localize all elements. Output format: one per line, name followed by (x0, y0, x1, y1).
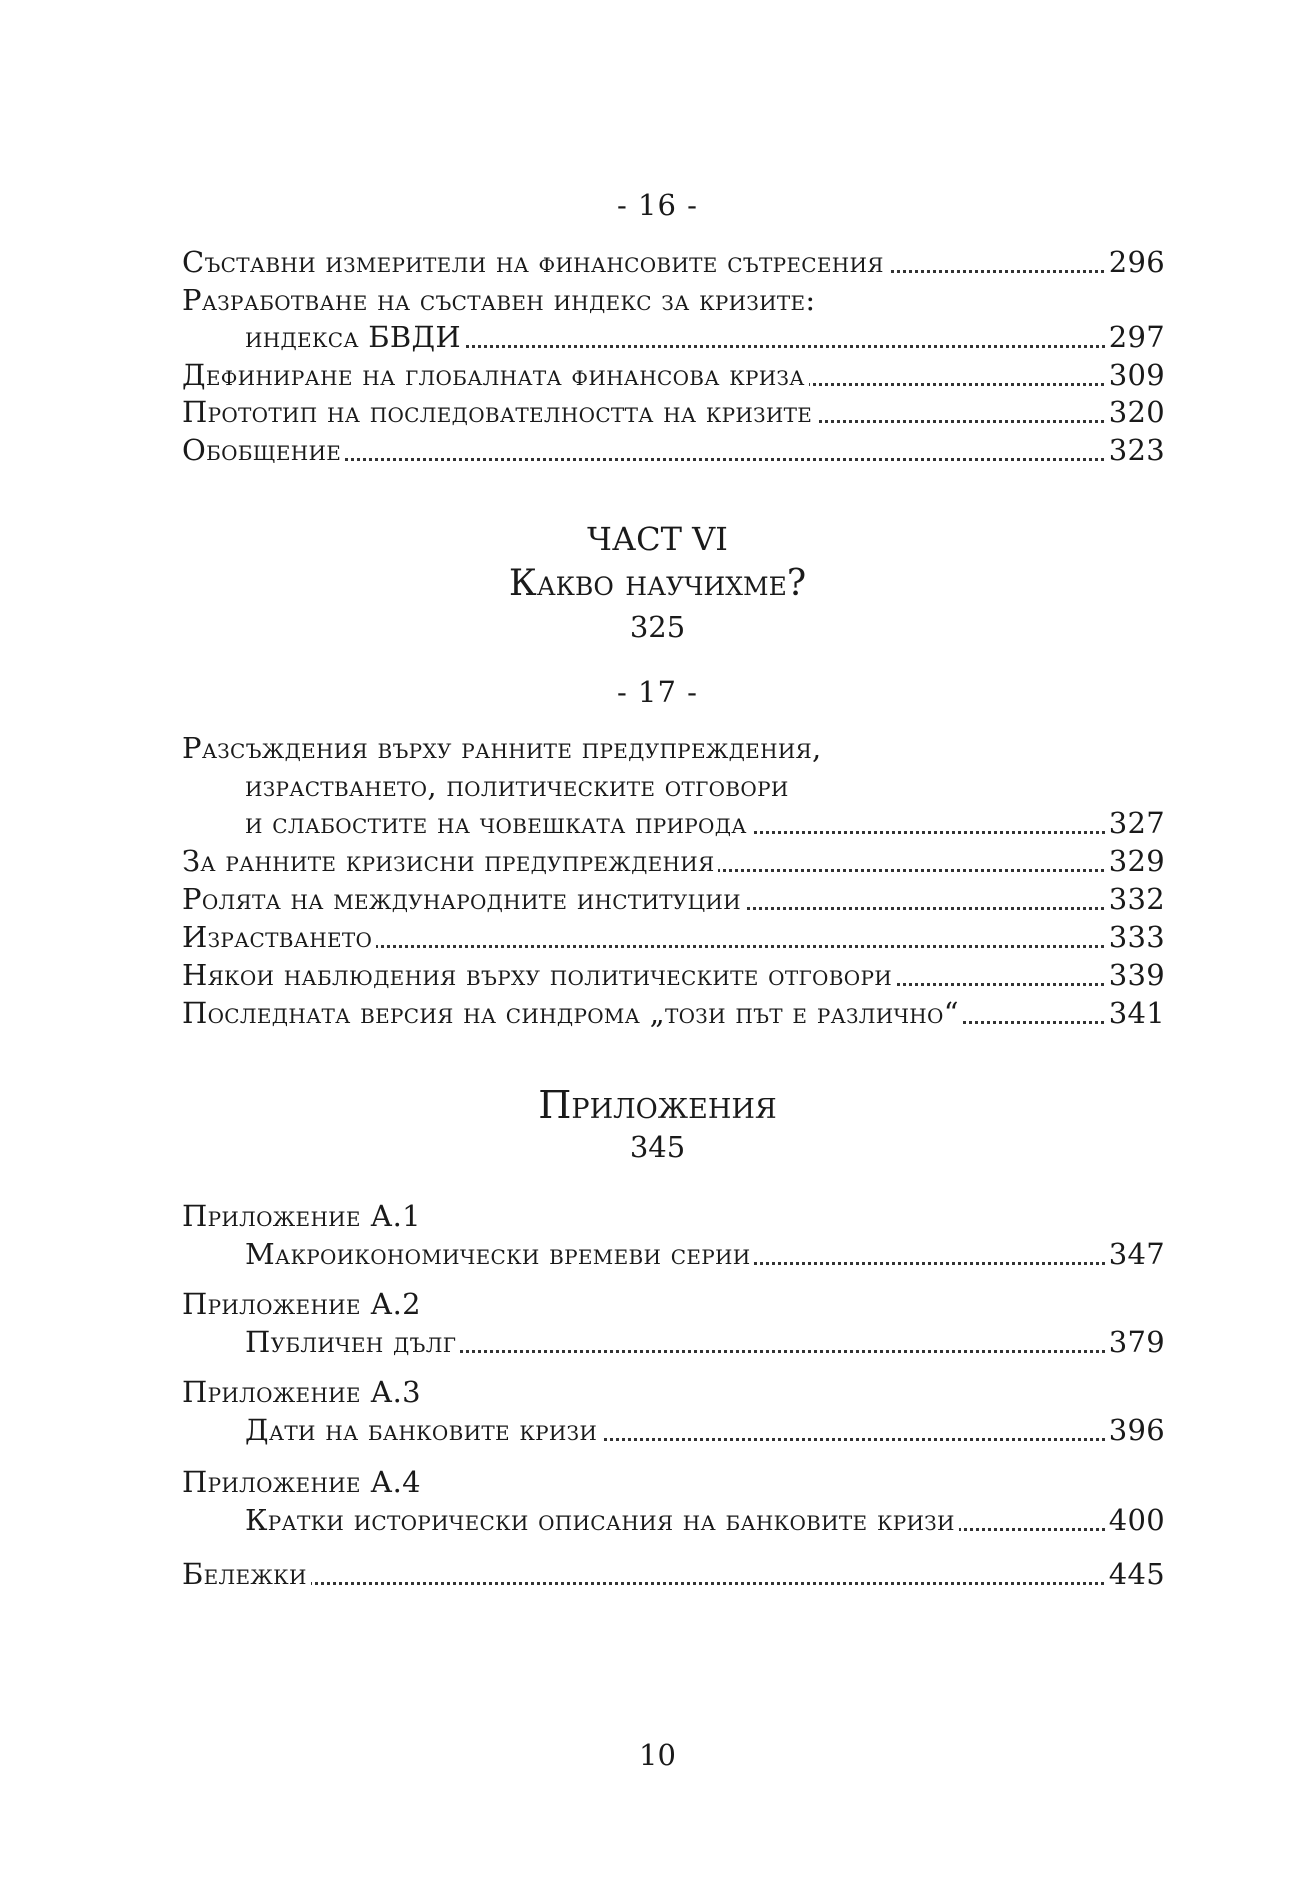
toc-entry-page: 339 (1105, 955, 1165, 995)
toc-entry-page: 400 (1105, 1500, 1165, 1540)
toc-entry[interactable] (245, 803, 1165, 843)
part-label: ЧАСТ VI (587, 520, 728, 558)
chapter-number: - 17 - (617, 675, 698, 709)
toc-entry-title: Ролята на международните институции (182, 879, 745, 919)
toc-entry[interactable] (182, 355, 1165, 395)
appendix-label-text: Приложение А.4 (182, 1462, 425, 1502)
toc-entry-title: Макроикономически времеви серии (245, 1234, 754, 1274)
appendix-label (182, 1372, 1165, 1412)
toc-entry[interactable] (182, 955, 1165, 995)
toc-entry[interactable] (182, 993, 1165, 1033)
toc-entry-page: 320 (1105, 392, 1165, 432)
toc-entry-title: Някои наблюдения върху политическите отговори (182, 955, 896, 995)
toc-entry-title: израстването, политическите отговори (245, 766, 793, 806)
toc-entry-title: Разработване на съставен индекс за кризите: (182, 280, 819, 320)
toc-entry-page: 323 (1105, 430, 1165, 470)
toc-entry-page: 296 (1105, 242, 1165, 282)
leader-dots (182, 1582, 1165, 1585)
toc-entry-title: Обобщение (182, 430, 345, 470)
toc-entry-page: 396 (1105, 1410, 1165, 1450)
appendices-page-number: 345 (629, 1130, 686, 1164)
toc-entry-page: 333 (1105, 917, 1165, 957)
toc-entry[interactable] (245, 1500, 1165, 1540)
toc-entry-page: 327 (1105, 803, 1165, 843)
toc-entry-title: индекса БВДИ (245, 317, 465, 357)
toc-entry[interactable] (245, 1234, 1165, 1274)
toc-entry-title: Съставни измерители на финансовите сътресения (182, 242, 888, 282)
part-page-number: 325 (629, 610, 686, 644)
toc-entry[interactable] (182, 392, 1165, 432)
appendices-title: Приложения (538, 1083, 777, 1127)
toc-entry-title: Бележки (182, 1554, 311, 1594)
toc-entry-title: Кратки исторически описания на банковите кризи (245, 1500, 959, 1540)
toc-entry-page: 309 (1105, 355, 1165, 395)
toc-entry[interactable] (245, 1410, 1165, 1450)
part-title: Какво научихме? (508, 563, 807, 604)
toc-entry-title: Израстването (182, 917, 376, 957)
toc-entry-title: Дефиниране на глобалната финансова криза (182, 355, 809, 395)
toc-entry-page: 379 (1105, 1322, 1165, 1362)
toc-entry-page: 332 (1105, 879, 1165, 919)
toc-entry-title: Разсъждения върху ранните предупреждения, (182, 728, 826, 768)
appendix-label (182, 1462, 1165, 1502)
toc-entry-title: Публичен дълг (245, 1322, 460, 1362)
toc-entry[interactable] (182, 430, 1165, 470)
toc-entry[interactable] (182, 917, 1165, 957)
toc-entry[interactable] (182, 879, 1165, 919)
toc-entry[interactable] (245, 766, 1165, 806)
appendix-label (182, 1196, 1165, 1236)
appendix-label-text: Приложение А.3 (182, 1372, 425, 1412)
toc-entry-page: 297 (1105, 317, 1165, 357)
toc-entry-page: 329 (1105, 841, 1165, 881)
toc-entry-notes[interactable] (182, 1554, 1165, 1594)
toc-entry[interactable] (182, 280, 1165, 320)
chapter-number: - 16 - (617, 188, 698, 222)
appendix-label (182, 1284, 1165, 1324)
toc-entry-title: Последната версия на синдрома „този път е различно“ (182, 993, 963, 1033)
toc-entry-title: За ранните кризисни предупреждения (182, 841, 718, 881)
toc-entry-page: 445 (1105, 1554, 1165, 1594)
toc-entry[interactable] (182, 841, 1165, 881)
toc-entry-title: Дати на банковите кризи (245, 1410, 601, 1450)
toc-entry[interactable] (182, 242, 1165, 282)
toc-entry-page: 347 (1105, 1234, 1165, 1274)
toc-entry-title: Прототип на последователността на кризите (182, 392, 816, 432)
appendix-label-text: Приложение А.2 (182, 1284, 425, 1324)
page-number: 10 (639, 1738, 676, 1772)
toc-entry-title: и слабостите на човешката природа (245, 803, 751, 843)
toc-entry[interactable] (245, 1322, 1165, 1362)
appendix-label-text: Приложение А.1 (182, 1196, 425, 1236)
toc-entry-page: 341 (1105, 993, 1165, 1033)
toc-entry[interactable] (245, 317, 1165, 357)
toc-entry[interactable] (182, 728, 1165, 768)
